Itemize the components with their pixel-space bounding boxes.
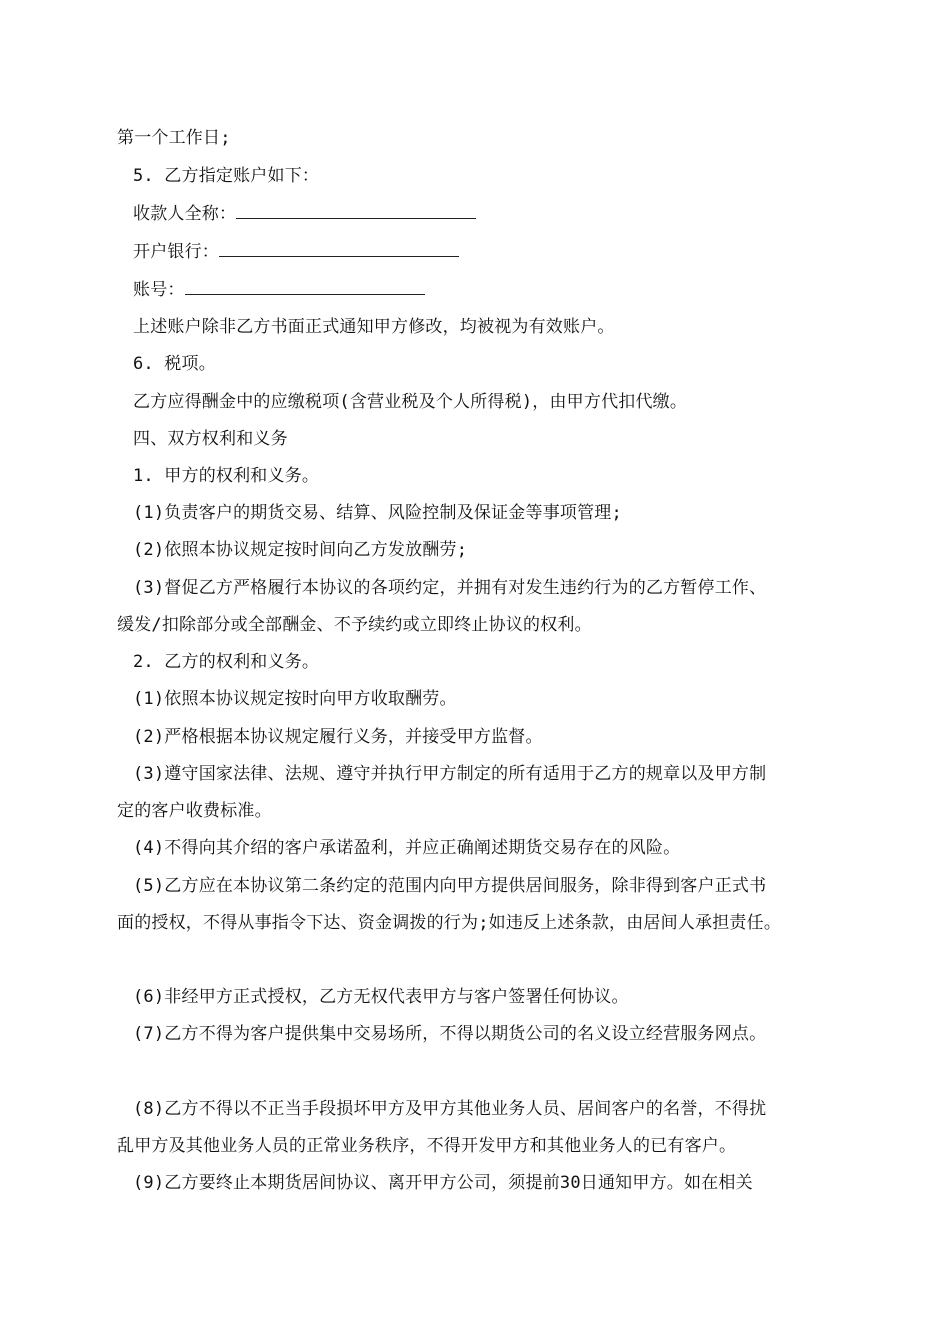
text-line: (8)乙方不得以不正当手段损坏甲方及甲方其他业务人员、居间客户的名誉，不得扰 [133, 1099, 767, 1119]
text-line: (2)严格根据本协议规定履行义务，并接受甲方监督。 [133, 727, 543, 747]
text-line: (9)乙方要终止本期货居间协议、离开甲方公司，须提前30日通知甲方。如在相关 [133, 1173, 753, 1193]
account-label: 账号： [133, 280, 185, 300]
payee-name-blank [236, 202, 476, 219]
bank-line [133, 240, 459, 264]
text-line: 缓发/扣除部分或全部酬金、不予续约或立即终止协议的权利。 [117, 615, 592, 635]
text-line: 乙方应得酬金中的应缴税项(含营业税及个人所得税)，由甲方代扣代缴。 [133, 392, 688, 412]
text-line: (1)依照本协议规定按时向甲方收取酬劳。 [133, 689, 457, 709]
text-line: 6. 税项。 [133, 354, 216, 374]
payee-name-line [133, 202, 476, 226]
bank-blank [219, 240, 459, 257]
section-heading: 四、双方权利和义务 [133, 429, 288, 449]
account-line [133, 278, 425, 302]
text-line: (3)督促乙方严格履行本协议的各项约定，并拥有对发生违约行为的乙方暂停工作、 [133, 578, 767, 598]
text-line: (4)不得向其介绍的客户承诺盈利，并应正确阐述期货交易存在的风险。 [133, 838, 681, 858]
text-line: (3)遵守国家法律、法规、遵守并执行甲方制定的所有适用于乙方的规章以及甲方制 [133, 764, 767, 784]
payee-name-label: 收款人全称： [133, 204, 237, 224]
text-line: 面的授权，不得从事指令下达、资金调拨的行为;如违反上述条款，由居间人承担责任。 [117, 913, 782, 933]
text-line: 5. 乙方指定账户如下： [133, 166, 320, 186]
text-line: (6)非经甲方正式授权，乙方无权代表甲方与客户签署任何协议。 [133, 987, 629, 1007]
text-line: 第一个工作日; [117, 128, 231, 148]
text-line: 2. 乙方的权利和义务。 [133, 652, 320, 672]
text-line: 乱甲方及其他业务人员的正常业务秩序，不得开发甲方和其他业务人的已有客户。 [117, 1136, 737, 1156]
bank-label: 开户银行： [133, 242, 219, 262]
text-line: (5)乙方应在本协议第二条约定的范围内向甲方提供居间服务，除非得到客户正式书 [133, 876, 767, 896]
account-blank [185, 278, 425, 295]
text-line: 定的客户收费标准。 [117, 801, 272, 821]
text-line: 上述账户除非乙方书面正式通知甲方修改，均被视为有效账户。 [133, 317, 615, 337]
text-line: (2)依照本协议规定按时间向乙方发放酬劳; [133, 540, 468, 560]
text-line: (7)乙方不得为客户提供集中交易场所，不得以期货公司的名义设立经营服务网点。 [133, 1024, 767, 1044]
text-line: 1. 甲方的权利和义务。 [133, 466, 320, 486]
text-line: (1)负责客户的期货交易、结算、风险控制及保证金等事项管理; [133, 503, 622, 523]
